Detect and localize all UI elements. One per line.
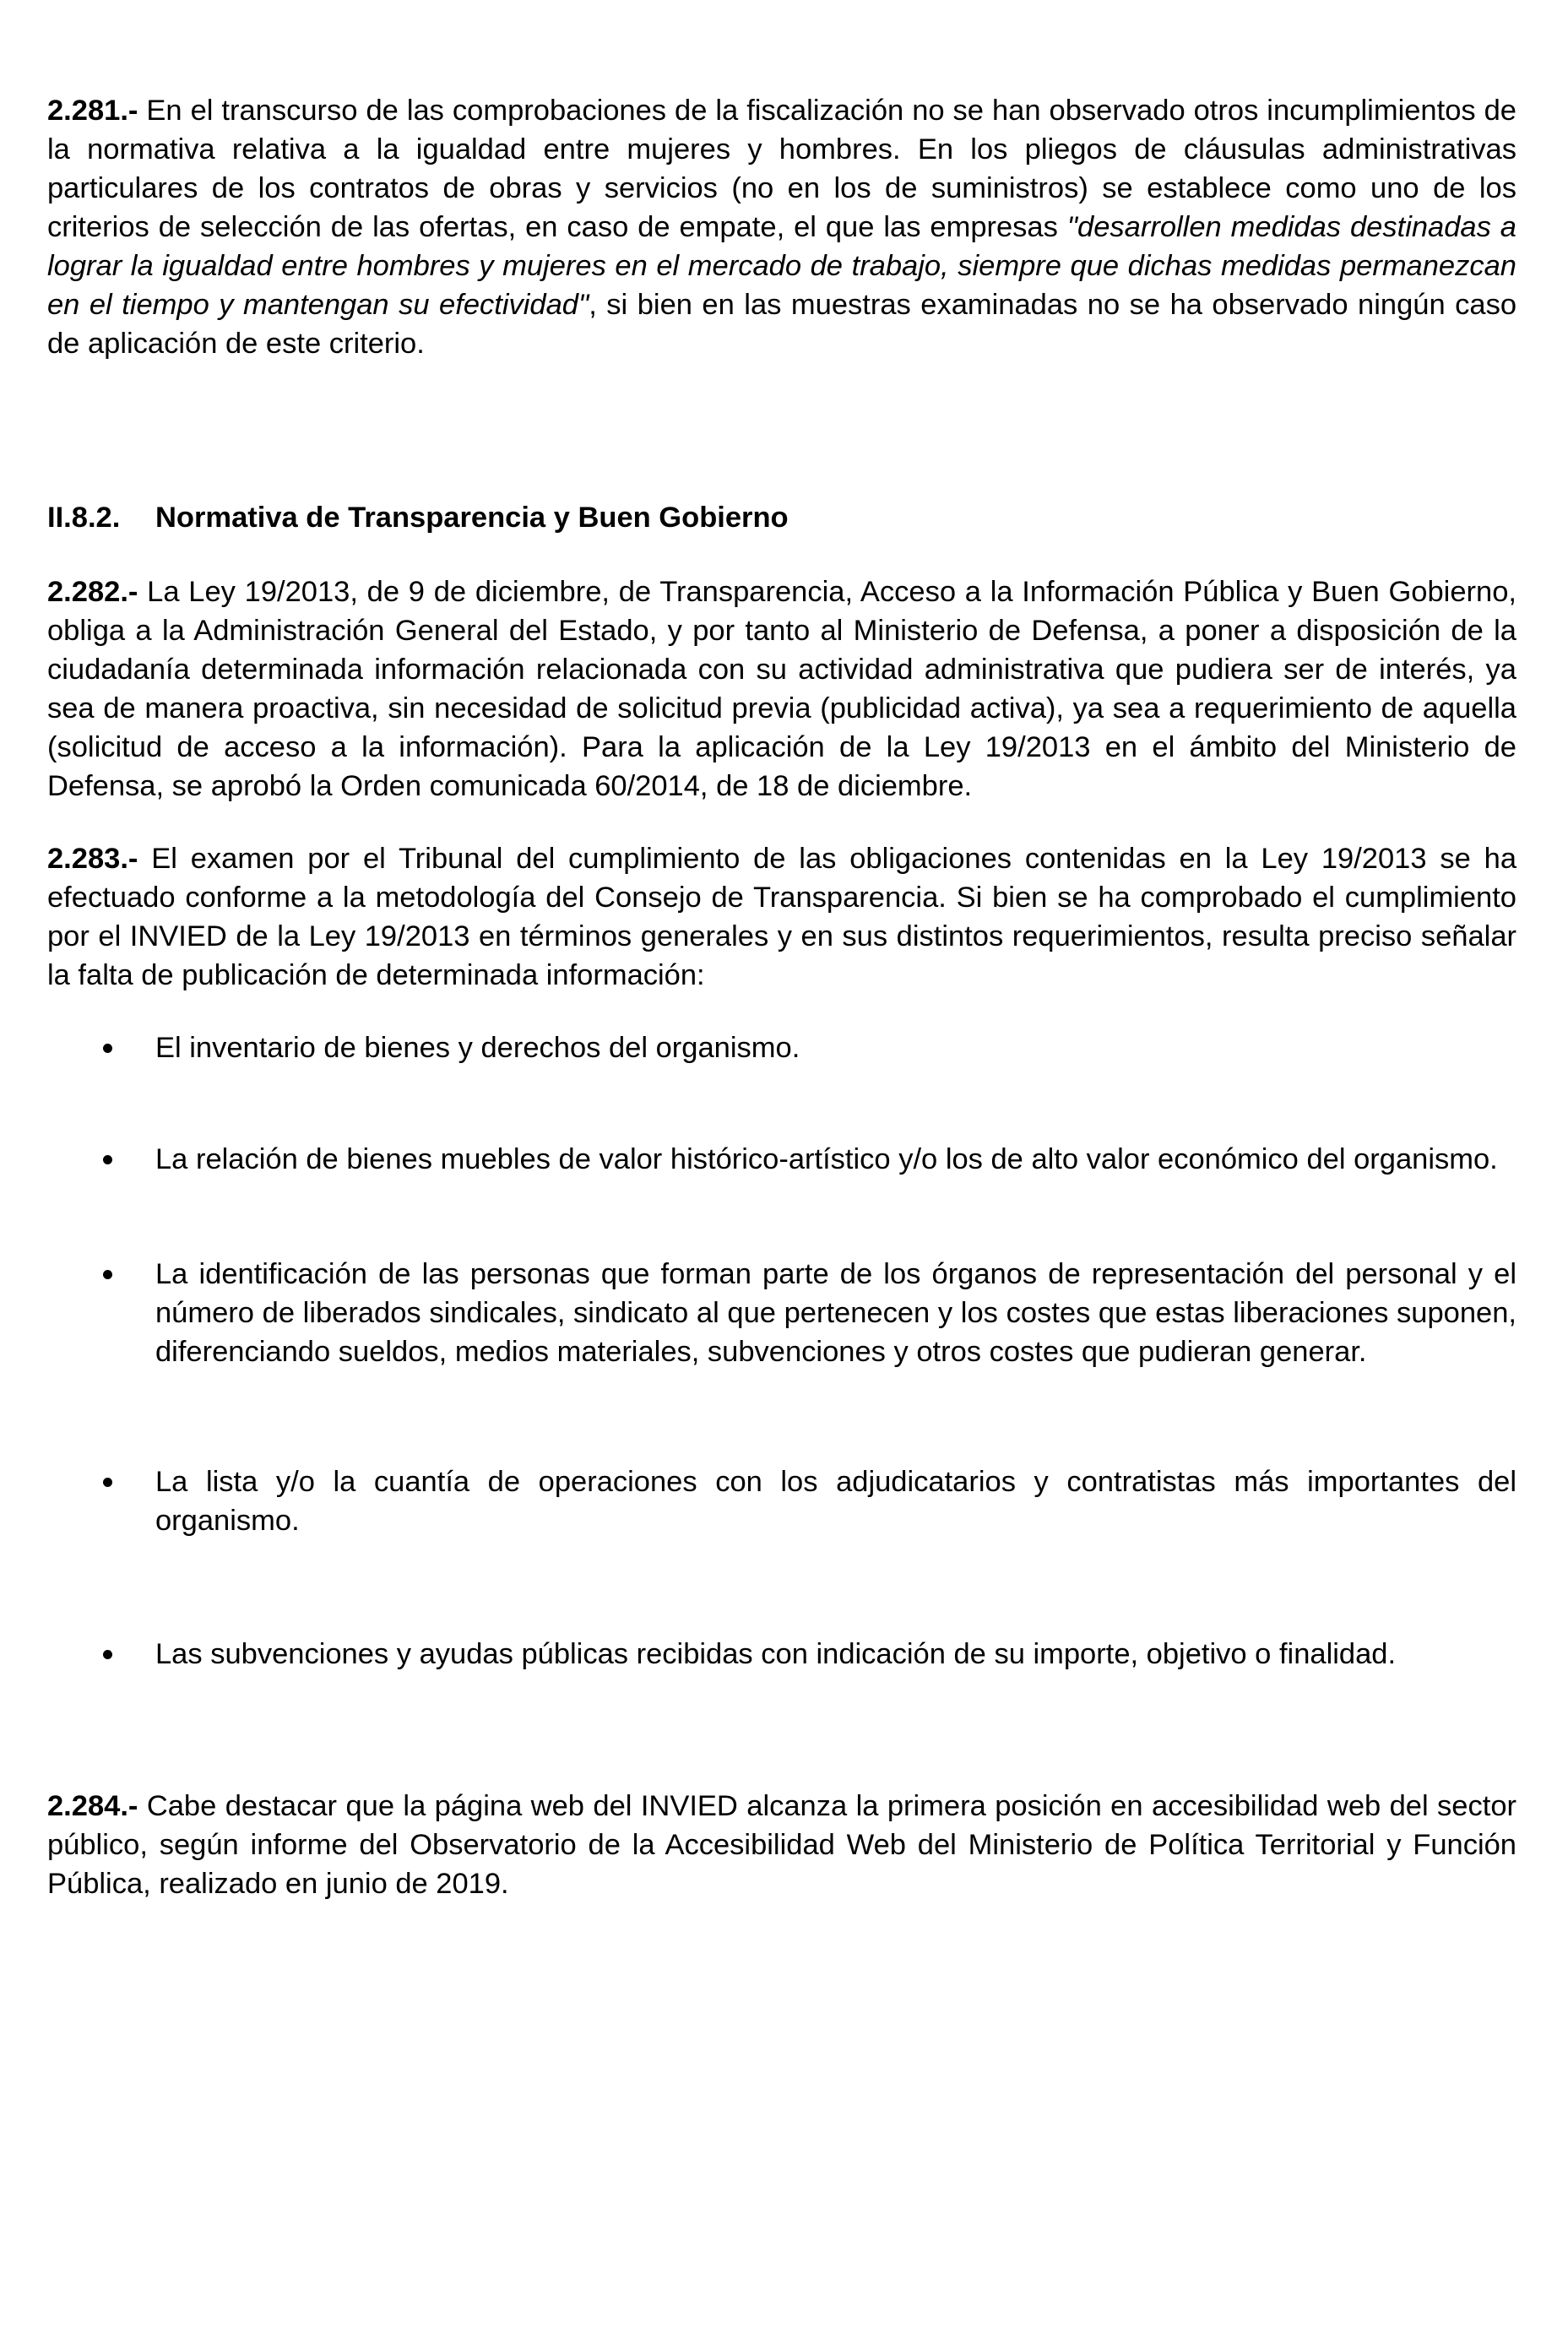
paragraph-text-end: , si bien en las muestras examinadas no se ha observado ningún caso de aplicación de este criterio. [47,289,1517,360]
list-item-text: La identificación de las personas que forman parte de los órganos de representación del personal y el número de liberados sindicales, sindicato al que pertenecen y los costes que estas liberaciones suponen, diferenciando sueldos, medios materiales, subvenciones y otros costes que pudieran generar. [155,1258,1516,1368]
section-number: II.8.2. [47,502,121,534]
list-item [47,1028,1516,1067]
bullet-icon [103,1044,112,1053]
list-item [47,1140,1516,1179]
section-title: Normativa de Transparencia y Buen Gobierno [155,502,789,534]
paragraph-number: 2.283.- [47,843,138,875]
section-heading [47,498,1516,537]
paragraph-text: La Ley 19/2013, de 9 de diciembre, de Transparencia, Acceso a la Información Pública y Buen Gobierno, obliga a la Administración General del Estado, y por tanto al Ministerio de Defensa, a poner a disposición de la ciudadanía determinada información relacionada con su actividad administrativa que pudiera ser de interés, ya sea de manera proactiva, sin necesidad de solicitud previa (publicidad activa), ya sea a requerimiento de aquella (solicitud de acceso a la información). Para la aplicación de la Ley 19/2013 en el ámbito del Ministerio de Defensa, se aprobó la Orden comunicada 60/2014, de 18 de diciembre. [47,576,1516,802]
list-item [47,1462,1516,1540]
list-item [47,1635,1516,1674]
paragraph-2-281 [47,91,1516,363]
paragraph-text: Cabe destacar que la página web del INVIED alcanza la primera posición en accesibilidad web del sector público, según informe del Observatorio de la Accesibilidad Web del Ministerio de Política Territorial y Función Pública, realizado en junio de 2019. [47,1790,1516,1900]
quoted-criterion: "desarrollen medidas destinadas a lograr la igualdad entre hombres y mujeres en el mercado de trabajo, siempre que dichas medidas permanezcan en el tiempo y mantengan su efectividad" [47,211,1516,321]
paragraph-number: 2.282.- [47,576,138,608]
document-page [47,91,1516,1903]
list-item-text: El inventario de bienes y derechos del organismo. [155,1032,800,1064]
list-item-text: Las subvenciones y ayudas públicas recibidas con indicación de su importe, objetivo o finalidad. [155,1638,1397,1670]
paragraph-number: 2.284.- [47,1790,138,1822]
paragraph-2-284 [47,1787,1516,1903]
list-item-text: La lista y/o la cuantía de operaciones con los adjudicatarios y contratistas más importantes del organismo. [155,1466,1516,1537]
bullet-icon [103,1478,112,1487]
missing-information-list [47,1028,1516,1674]
paragraph-number: 2.281.- [47,95,138,127]
paragraph-text: El examen por el Tribunal del cumplimiento de las obligaciones contenidas en la Ley 19/2013 se ha efectuado conforme a la metodología del Consejo de Transparencia. Si bien se ha comprobado el cumplimiento por el INVIED de la Ley 19/2013 en términos generales y en sus distintos requerimientos, resulta preciso señalar la falta de publicación de determinada información: [47,843,1516,991]
bullet-icon [103,1270,112,1279]
paragraph-2-283 [47,839,1516,995]
list-item [47,1255,1516,1371]
paragraph-2-282 [47,572,1516,806]
bullet-icon [103,1155,112,1164]
list-item-text: La relación de bienes muebles de valor histórico-artístico y/o los de alto valor económico del organismo. [155,1143,1498,1175]
paragraph-text: En el transcurso de las comprobaciones de la fiscalización no se han observado otros incumplimientos de la normativa relativa a la igualdad entre mujeres y hombres. En los pliegos de cláusulas administrativas particulares de los contratos de obras y servicios (no en los de suministros) se establece como uno de los criterios de selección de las ofertas, en caso de empate, el que las empresas [47,95,1516,243]
bullet-icon [103,1650,112,1659]
